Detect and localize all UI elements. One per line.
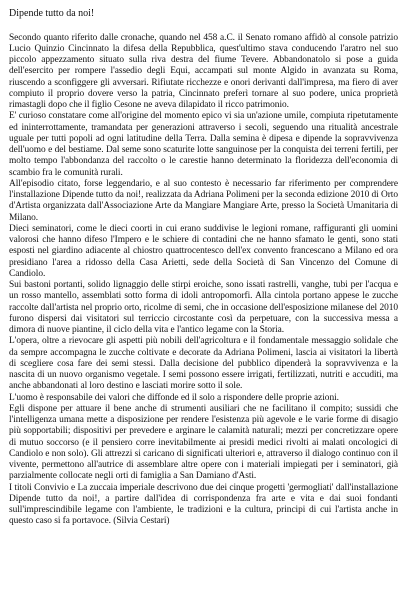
paragraph: L'uomo è responsabile dei valori che diffonde ed il solo a rispondere delle proprie azioni. xyxy=(9,392,339,403)
paragraph: Secondo quanto riferito dalle cronache, quando nel 458 a.C. il Senato romano affidò al console patrizio Lucio Quinzio Cincinnato la difesa della Repubblica, quest'ultimo stava conducendo l'aratro nel suo piccolo appezzamento situato sulla riva destra del fiume Tevere. Abbandonatolo si pose a guida dell'esercito per rompere l'assedio degli Equi, accampati sul monte Algido in avanzata su Roma, riuscendo a sconfiggere gli avversari. Rifiutate ricchezze e onori derivanti dall'impresa, ma fiero di aver compiuto il proprio dovere verso la patria, Cincinnato preferì tornare al suo podere, unica proprietà rimastagli dopo che il figlio Cesone ne aveva dilapidato il ricco patrimonio. xyxy=(9,32,398,111)
paragraph: E' curioso constatare come all'origine del momento epico vi sia un'azione umile, compiuta ripetutamente ed ininterrottamente, tramandata per generazioni attraverso i secoli, seguendo una ritualità ancestrale uguale per tutti popoli ad ogni latitudine della Terra. Dalla semina è dipesa e dipende la sopravvivenza dell'uomo e del bestiame. Dal seme sono scaturite lotte sanguinose per la conquista dei terreni fertili, per molto tempo l'abbondanza del raccolto o le carestie hanno determinato la floridezza dell'economia di scambio fra le comunità rurali. xyxy=(9,111,398,178)
document-title: Dipende tutto da noi! xyxy=(9,8,95,19)
paragraph: Egli dispone per attuare il bene anche di strumenti ausiliari che ne facilitano il compito; sussidi che l'intelligenza umana mette a disposizione per rendere l'esistenza più agevole e le varie forme di disagio più sopportabili; dispositivi per prevedere e arginare le calamità naturali; mezzi per concretizzare opere di mutuo soccorso (e il pensiero corre inevitabilmente ai presidi medici rivolti ai malati oncologici di Candiolo e non solo). Gli attrezzi si caricano di significati ulteriori e, attraverso il dialogo continuo con il vivente, permettono all'autrice di assemblare altre opere con i materiali impiegati per i seminatori, già parzialmente collocate negli orti di famiglia a San Damiano d'Asti. xyxy=(9,403,398,482)
paragraph: Dieci seminatori, come le dieci coorti in cui erano suddivise le legioni romane, raffiguranti gli uomini valorosi che hanno difeso l'Impero e le schiere di contadini che ne hanno sfamato le genti, sono stati esposti nel giardino adiacente al chiostro quattrocentesco dell'ex convento francescano a Milano ed ora presidiano l'area a ridosso della Casa Arietti, sede della Società di San Vincenzo del Comune di Candiolo. xyxy=(9,223,398,279)
paragraph: I titoli Convivio e La zuccaia imperiale descrivono due dei cinque progetti 'germogliati' dall'installazione Dipende tutto da noi!, a partire dall'idea di corrispondenza fra arte e vita e dai suoi fondanti sull'imprescindibile legame con l'ambiente, le tradizioni e la cultura, principi di cui l'artista anche in questo caso si fa portavoce. (Silvia Cestari) xyxy=(9,482,398,527)
paragraph: All'episodio citato, forse leggendario, e al suo contesto è necessario far riferimento per comprendere l'installazione Dipende tutto da noi!, realizzata da Adriana Polimeni per la seconda edizione 2010 di Orto d'Artista organizzata dall'Associazione Arte da Mangiare Mangiare Arte, presso la Società Umanitaria di Milano. xyxy=(9,178,398,223)
document-body xyxy=(9,33,398,528)
paragraph: L'opera, oltre a rievocare gli aspetti più nobili dell'agricoltura e il fondamentale messaggio solidale che da sempre accompagna le zucche coltivate e decorate da Adriana Polimeni, lascia ai visitatori la libertà di scegliere cosa fare dei semi stessi. Dalla decisione del pubblico dipenderà la sopravvivenza e la nascita di un nuovo organismo vegetale. I semi possono essere irrigati, fertilizzati, nutriti e accuditi, ma anche abbandonati al loro destino e lasciati morire sotto il sole. xyxy=(9,336,398,392)
paragraph: Sui bastoni portanti, solido lignaggio delle stirpi eroiche, sono issati rastrelli, vanghe, tubi per l'acqua e un rosso mantello, assemblati sotto forma di idoli antropomorfi. Alla cintola portano appese le zucche raccolte dall'artista nel proprio orto, ricolme di semi, che in occasione dell'esposizione milanese del 2010 furono dispersi dai visitatori sul terriccio circostante così da perpetuare, con la successiva messa a dimora di nuove piantine, il ciclo della vita e l'antico legame con la Storia. xyxy=(9,280,398,336)
